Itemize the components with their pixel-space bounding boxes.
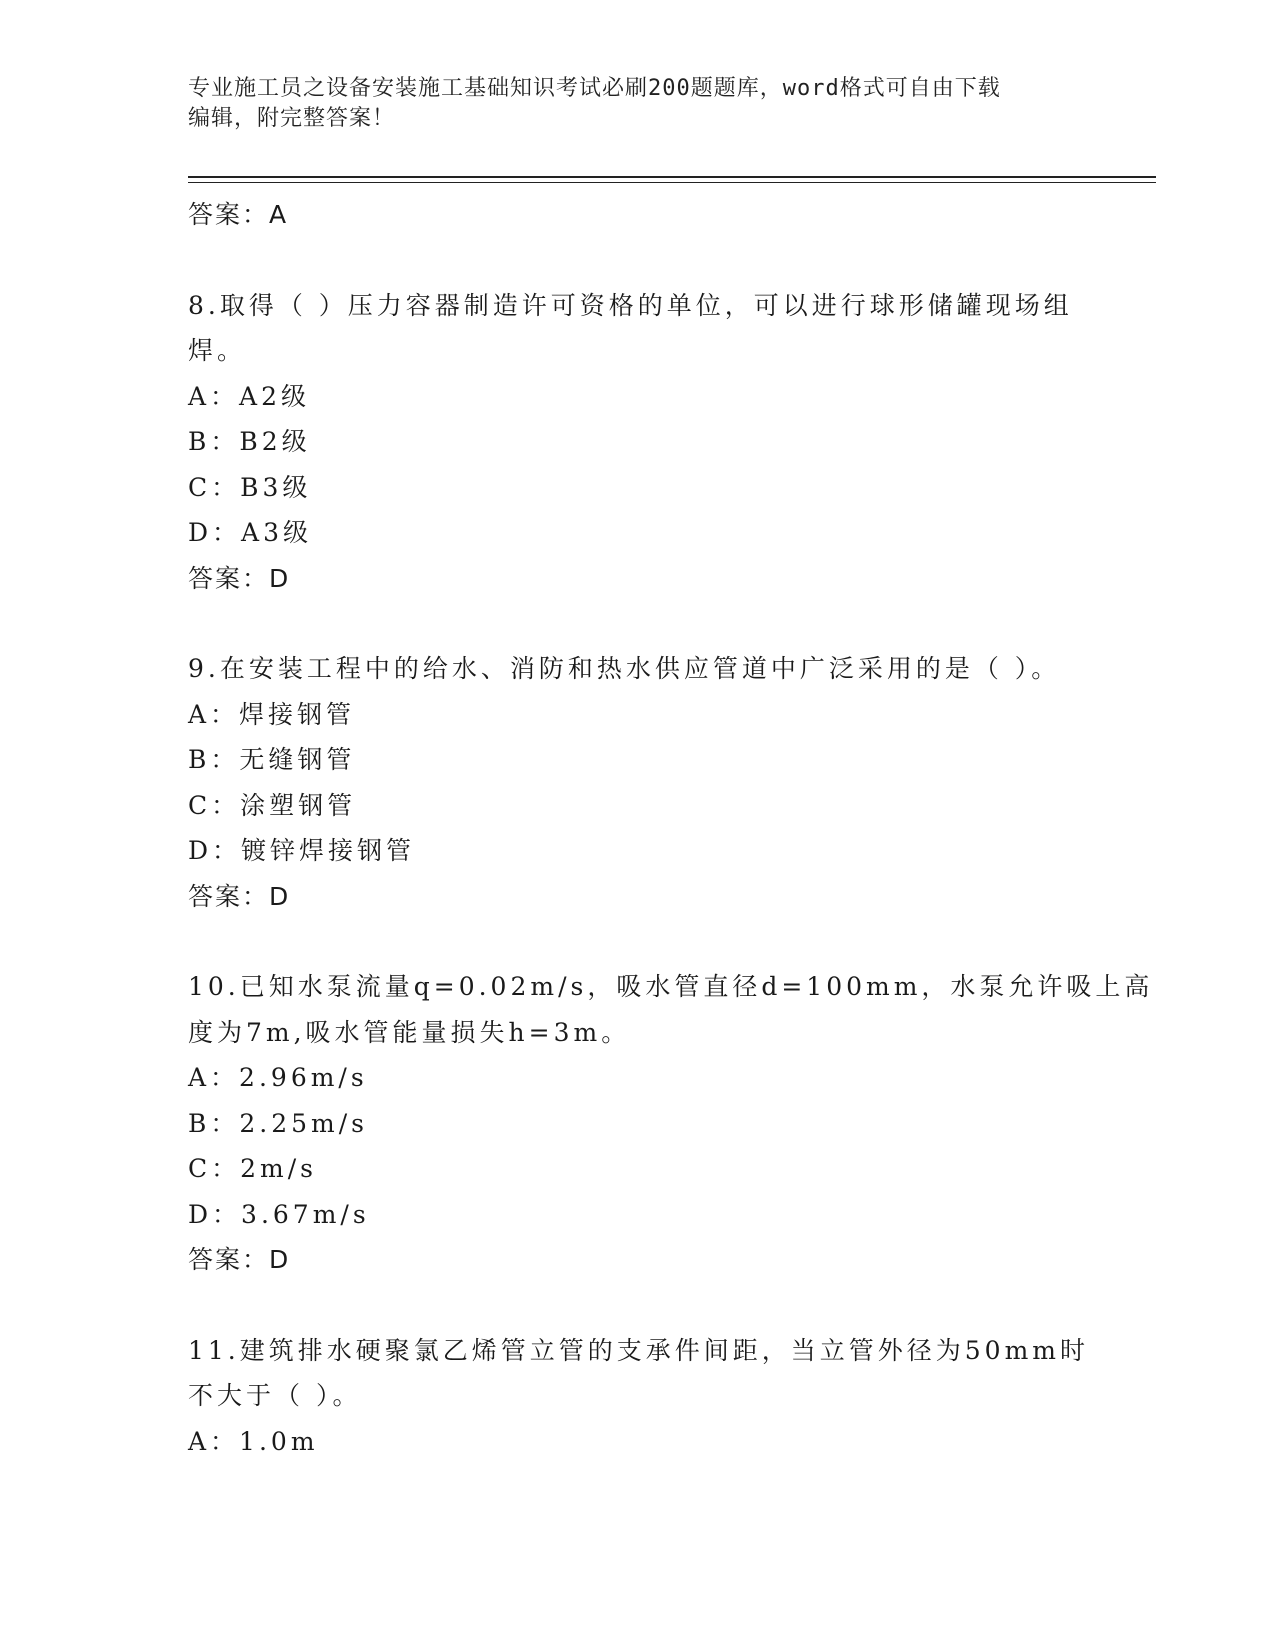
question-stem: 8.取得（ ）压力容器制造许可资格的单位，可以进行球形储罐现场组 (188, 290, 1073, 320)
answer-line: 答案：D (188, 881, 291, 911)
option-d: D：A3级 (188, 518, 313, 547)
option-a: A：焊接钢管 (188, 699, 356, 729)
option-a: A：1.0m (188, 1426, 319, 1456)
option-d: D：镀锌焊接钢管 (188, 836, 416, 865)
document-header (188, 74, 1088, 134)
option-d: D：3.67m/s (188, 1199, 370, 1229)
option-c: C：涂塑钢管 (188, 790, 357, 820)
answer-line: 答案：D (188, 1245, 291, 1274)
header-line-2: 编辑，附完整答案！ (188, 106, 396, 131)
option-b: B：无缝钢管 (188, 745, 356, 774)
header-line-1: 专业施工员之设备安装施工基础知识考试必刷200题题库，word格式可自由下载 (188, 76, 1001, 101)
question-stem-continued: 不大于（ ）。 (188, 1381, 362, 1410)
question-item (188, 646, 1088, 919)
answer-line: 答案：A (188, 200, 289, 229)
header-divider-thin (188, 182, 1156, 183)
option-b: B：2.25m/s (188, 1108, 368, 1138)
option-b: B：B2级 (188, 427, 311, 456)
answer-line: 答案：D (188, 563, 291, 593)
question-stem: 11.建筑排水硬聚氯乙烯管立管的支承件间距，当立管外径为50mm时 (188, 1335, 1089, 1365)
question-stem: 10.已知水泵流量q=0.02m/s，吸水管直径d=100mm，水泵允许吸上高 (188, 972, 1154, 1001)
question-item (188, 964, 1154, 1283)
question-item (188, 283, 1088, 602)
question-stem-continued: 度为7m,吸水管能量损失h=3m。 (188, 1017, 631, 1047)
question-list (188, 192, 1154, 1464)
option-a: A：A2级 (188, 381, 311, 411)
question-item (188, 1328, 1088, 1465)
question-stem: 9.在安装工程中的给水、消防和热水供应管道中广泛采用的是（ ）。 (188, 654, 1061, 683)
header-divider-thick (188, 176, 1156, 178)
option-c: C：2m/s (188, 1154, 317, 1183)
option-a: A：2.96m/s (188, 1063, 368, 1092)
question-stem-continued: 焊。 (188, 336, 247, 365)
option-c: C：B3级 (188, 472, 312, 502)
